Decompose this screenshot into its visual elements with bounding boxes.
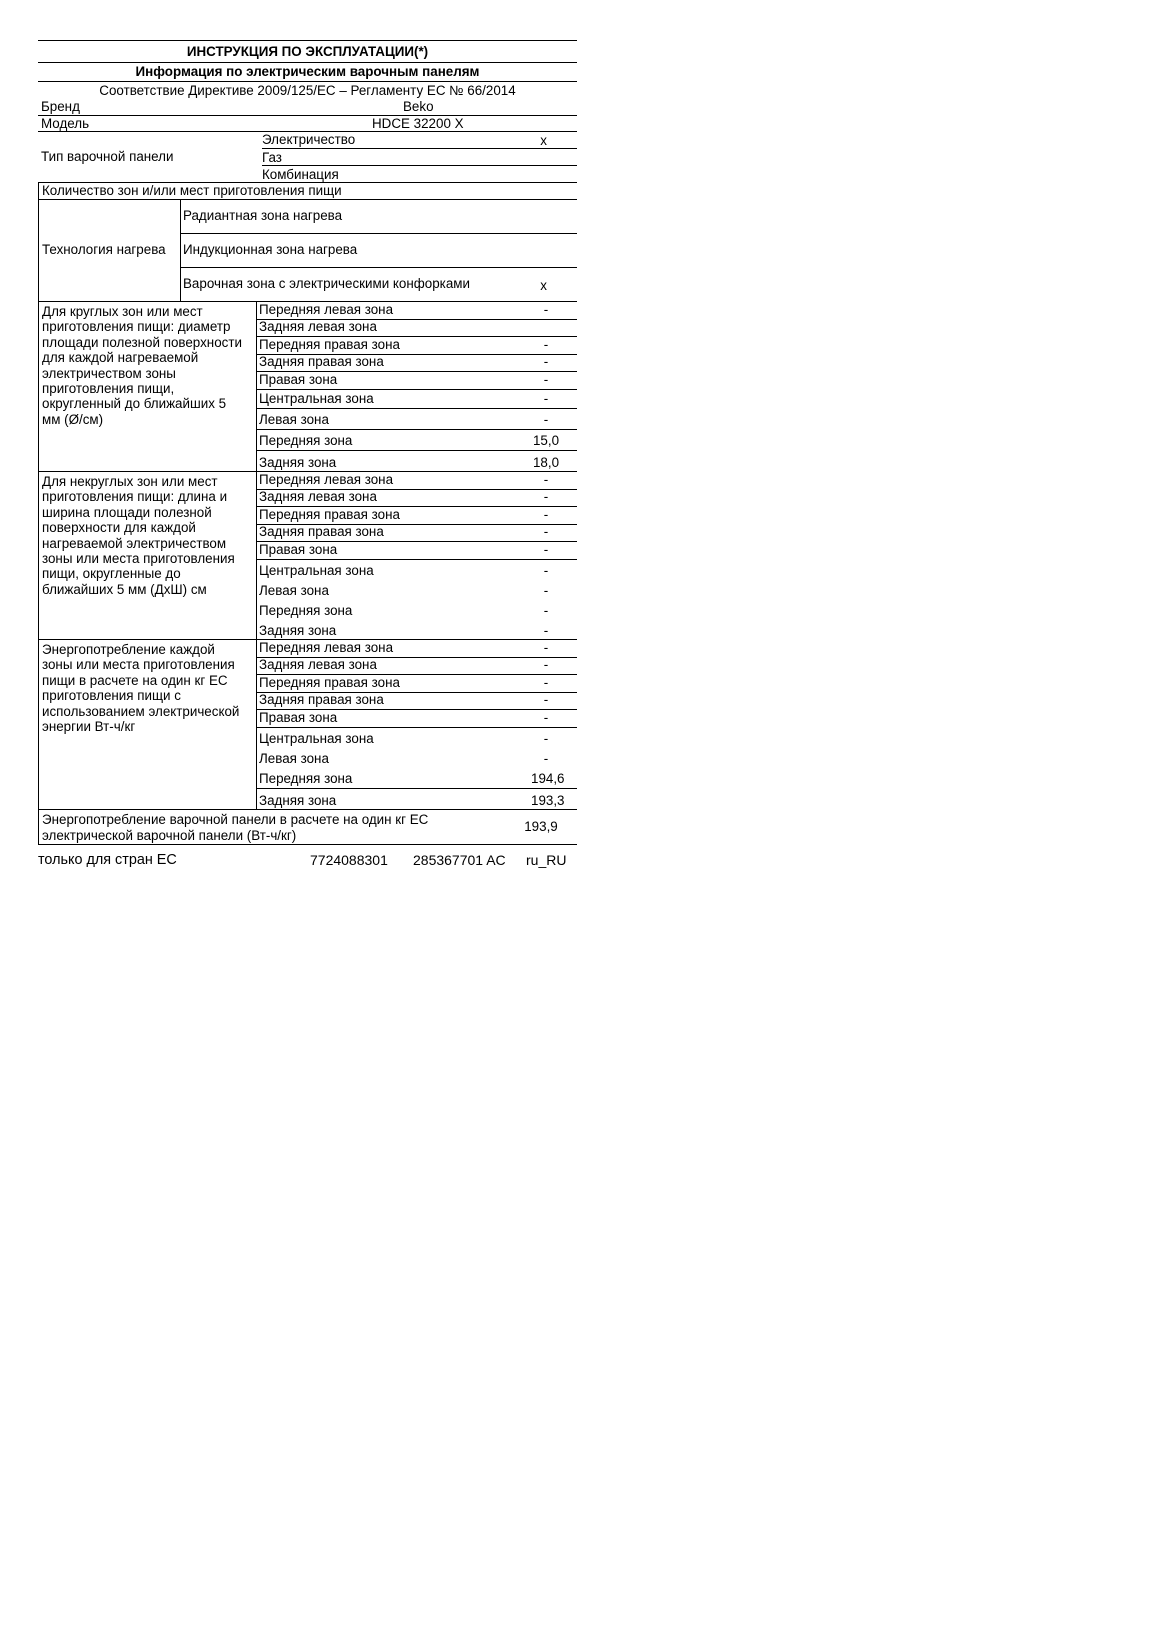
zone-name: Передняя правая зона — [259, 507, 400, 522]
zone-row — [257, 490, 577, 507]
zone-value: - — [543, 563, 549, 578]
document-subtitle: Информация по электрическим варочным панелям — [135, 64, 480, 79]
round-zones-list — [256, 302, 577, 471]
nonround-zones-label: Для некруглых зон или мест приготовления пищи: длина и ширина площади полезной поверхности для каждой нагреваемой электричеством зоны или места приготовления пищи, округленные до ближайших 5 мм (ДхШ) см — [42, 474, 235, 597]
zone-name: Задняя левая зона — [259, 489, 377, 504]
zone-name: Передняя зона — [259, 603, 353, 618]
zones-count-label: Количество зон и/или мест приготовления пищи — [42, 183, 342, 198]
model-label: Модель — [41, 116, 90, 131]
nonround-zones-group — [38, 472, 577, 640]
zone-name: Задняя правая зона — [259, 354, 384, 369]
zone-row — [257, 451, 577, 472]
zone-name: Задняя зона — [259, 623, 337, 638]
energy-zones-label: Энергопотребление каждой зоны или места приготовления пищи в расчете на один кг ЕС приготовления пищи с использованием электрической энергии Вт-ч/кг — [42, 642, 240, 735]
zone-value: - — [543, 542, 549, 557]
zone-row — [257, 320, 577, 337]
zone-row — [257, 390, 577, 409]
hob-type-label: Тип варочной панели — [41, 149, 174, 164]
zone-value: - — [543, 489, 549, 504]
zone-name: Центральная зона — [259, 563, 374, 578]
zone-name: Задняя левая зона — [259, 319, 377, 334]
heating-tech-option-mark: x — [540, 278, 547, 293]
zone-name: Правая зона — [259, 710, 338, 725]
zone-value: - — [543, 472, 549, 487]
energy-zones-list — [256, 640, 577, 809]
brand-label: Бренд — [41, 99, 80, 114]
heating-tech-row — [38, 200, 577, 302]
total-energy-label: Энергопотребление варочной панели в расчете на один кг ЕС электрической варочной панели (Вт-ч/кг) — [42, 812, 429, 843]
zone-row — [257, 560, 577, 580]
document-title: ИНСТРУКЦИЯ ПО ЭКСПЛУАТАЦИИ(*) — [186, 44, 429, 59]
footer-code-2: 285367701 AC — [413, 852, 506, 868]
zone-value: - — [543, 412, 549, 427]
zone-value: - — [543, 583, 549, 598]
zone-row — [257, 789, 577, 810]
hob-type-option-name: Газ — [262, 150, 282, 165]
zone-value: - — [543, 524, 549, 539]
zone-row — [257, 355, 577, 372]
zone-name: Передняя зона — [259, 433, 353, 448]
zone-value: - — [543, 692, 549, 707]
zone-row — [257, 507, 577, 525]
heating-tech-label: Технология нагрева — [42, 242, 166, 257]
brand-value: Beko — [403, 99, 434, 114]
heating-tech-option — [181, 268, 577, 302]
zone-value: - — [543, 337, 549, 352]
zone-value: - — [543, 623, 549, 638]
hob-type-option-mark: x — [540, 133, 547, 148]
heating-tech-option-name: Варочная зона с электрическими конфорками — [183, 276, 470, 291]
footer-note: только для стран ЕС — [38, 852, 177, 868]
model-row — [38, 116, 577, 132]
zone-value: - — [543, 603, 549, 618]
zone-row — [257, 409, 577, 430]
hob-type-option-name: Комбинация — [262, 167, 339, 182]
zone-row — [257, 620, 577, 640]
zone-value: - — [543, 675, 549, 690]
heating-tech-option — [181, 200, 577, 234]
zone-value: - — [543, 507, 549, 522]
zone-value: 194,6 — [531, 771, 565, 786]
zone-name: Передняя левая зона — [259, 472, 394, 487]
subtitle-row — [38, 63, 577, 82]
zone-row — [257, 600, 577, 620]
hob-type-option — [262, 149, 577, 166]
zone-value: - — [543, 657, 549, 672]
zone-row — [257, 372, 577, 390]
zone-row — [257, 337, 577, 355]
zone-row — [257, 542, 577, 560]
heating-tech-option-name: Радиантная зона нагрева — [183, 208, 343, 223]
zone-name: Задняя левая зона — [259, 657, 377, 672]
zone-value: - — [543, 751, 549, 766]
heating-tech-options — [180, 200, 577, 301]
zone-row — [257, 580, 577, 600]
zone-value: - — [543, 640, 549, 655]
zone-name: Задняя правая зона — [259, 524, 384, 539]
zone-name: Левая зона — [259, 412, 329, 427]
directive-row — [38, 82, 577, 99]
brand-row — [38, 99, 577, 116]
zone-value: - — [543, 391, 549, 406]
zone-value: 193,3 — [531, 793, 565, 808]
zone-name: Задняя зона — [259, 455, 337, 470]
zone-name: Передняя левая зона — [259, 302, 394, 317]
zone-row — [257, 693, 577, 710]
zone-name: Правая зона — [259, 372, 338, 387]
zone-name: Правая зона — [259, 542, 338, 557]
round-zones-group — [38, 302, 577, 472]
zone-row — [257, 675, 577, 693]
zones-count-row — [38, 183, 577, 200]
zone-name: Центральная зона — [259, 731, 374, 746]
round-zones-label: Для круглых зон или мест приготовления пищи: диаметр площади полезной поверхности для каждой нагреваемой электричеством зоны приготовления пищи, округленный до ближайших 5 мм (Ø/см) — [42, 304, 242, 427]
zone-value: - — [543, 354, 549, 369]
zone-row — [257, 472, 577, 490]
zone-value: - — [543, 731, 549, 746]
zone-name: Передняя правая зона — [259, 675, 400, 690]
zone-row — [257, 748, 577, 768]
footer-locale: ru_RU — [526, 852, 567, 868]
heating-tech-option-name: Индукционная зона нагрева — [183, 242, 358, 257]
zone-value: - — [543, 710, 549, 725]
title-row — [38, 40, 577, 63]
zone-row — [257, 658, 577, 675]
hob-type-option-name: Электричество — [262, 132, 356, 147]
zone-name: Передняя правая зона — [259, 337, 400, 352]
hob-type-option — [262, 166, 577, 183]
zone-name: Левая зона — [259, 751, 329, 766]
zone-row — [257, 728, 577, 748]
zone-row — [257, 768, 577, 789]
model-value: HDCE 32200 X — [372, 116, 464, 131]
hob-type-row — [38, 132, 577, 183]
zone-name: Задняя правая зона — [259, 692, 384, 707]
total-energy-value: 193,9 — [524, 819, 558, 834]
zone-name: Передняя зона — [259, 771, 353, 786]
zone-value: - — [543, 372, 549, 387]
product-info-table — [38, 40, 577, 845]
zone-name: Центральная зона — [259, 391, 374, 406]
heating-tech-option — [181, 234, 577, 268]
zone-row — [257, 640, 577, 658]
zone-name: Левая зона — [259, 583, 329, 598]
zone-name: Задняя зона — [259, 793, 337, 808]
directive-text: Соответствие Директиве 2009/125/ЕС – Регламенту ЕС № 66/2014 — [99, 83, 516, 98]
zone-row — [257, 430, 577, 451]
total-energy-row — [38, 810, 577, 845]
zone-value: 18,0 — [532, 455, 560, 470]
zone-value: - — [543, 302, 549, 317]
energy-zones-group — [38, 640, 577, 810]
nonround-zones-list — [256, 472, 577, 639]
document-footer — [38, 851, 577, 869]
zone-row — [257, 302, 577, 320]
zone-value: 15,0 — [532, 433, 560, 448]
zone-row — [257, 710, 577, 728]
hob-type-option — [262, 132, 577, 149]
zone-row — [257, 525, 577, 542]
footer-code-1: 7724088301 — [310, 852, 388, 868]
zone-name: Передняя левая зона — [259, 640, 394, 655]
